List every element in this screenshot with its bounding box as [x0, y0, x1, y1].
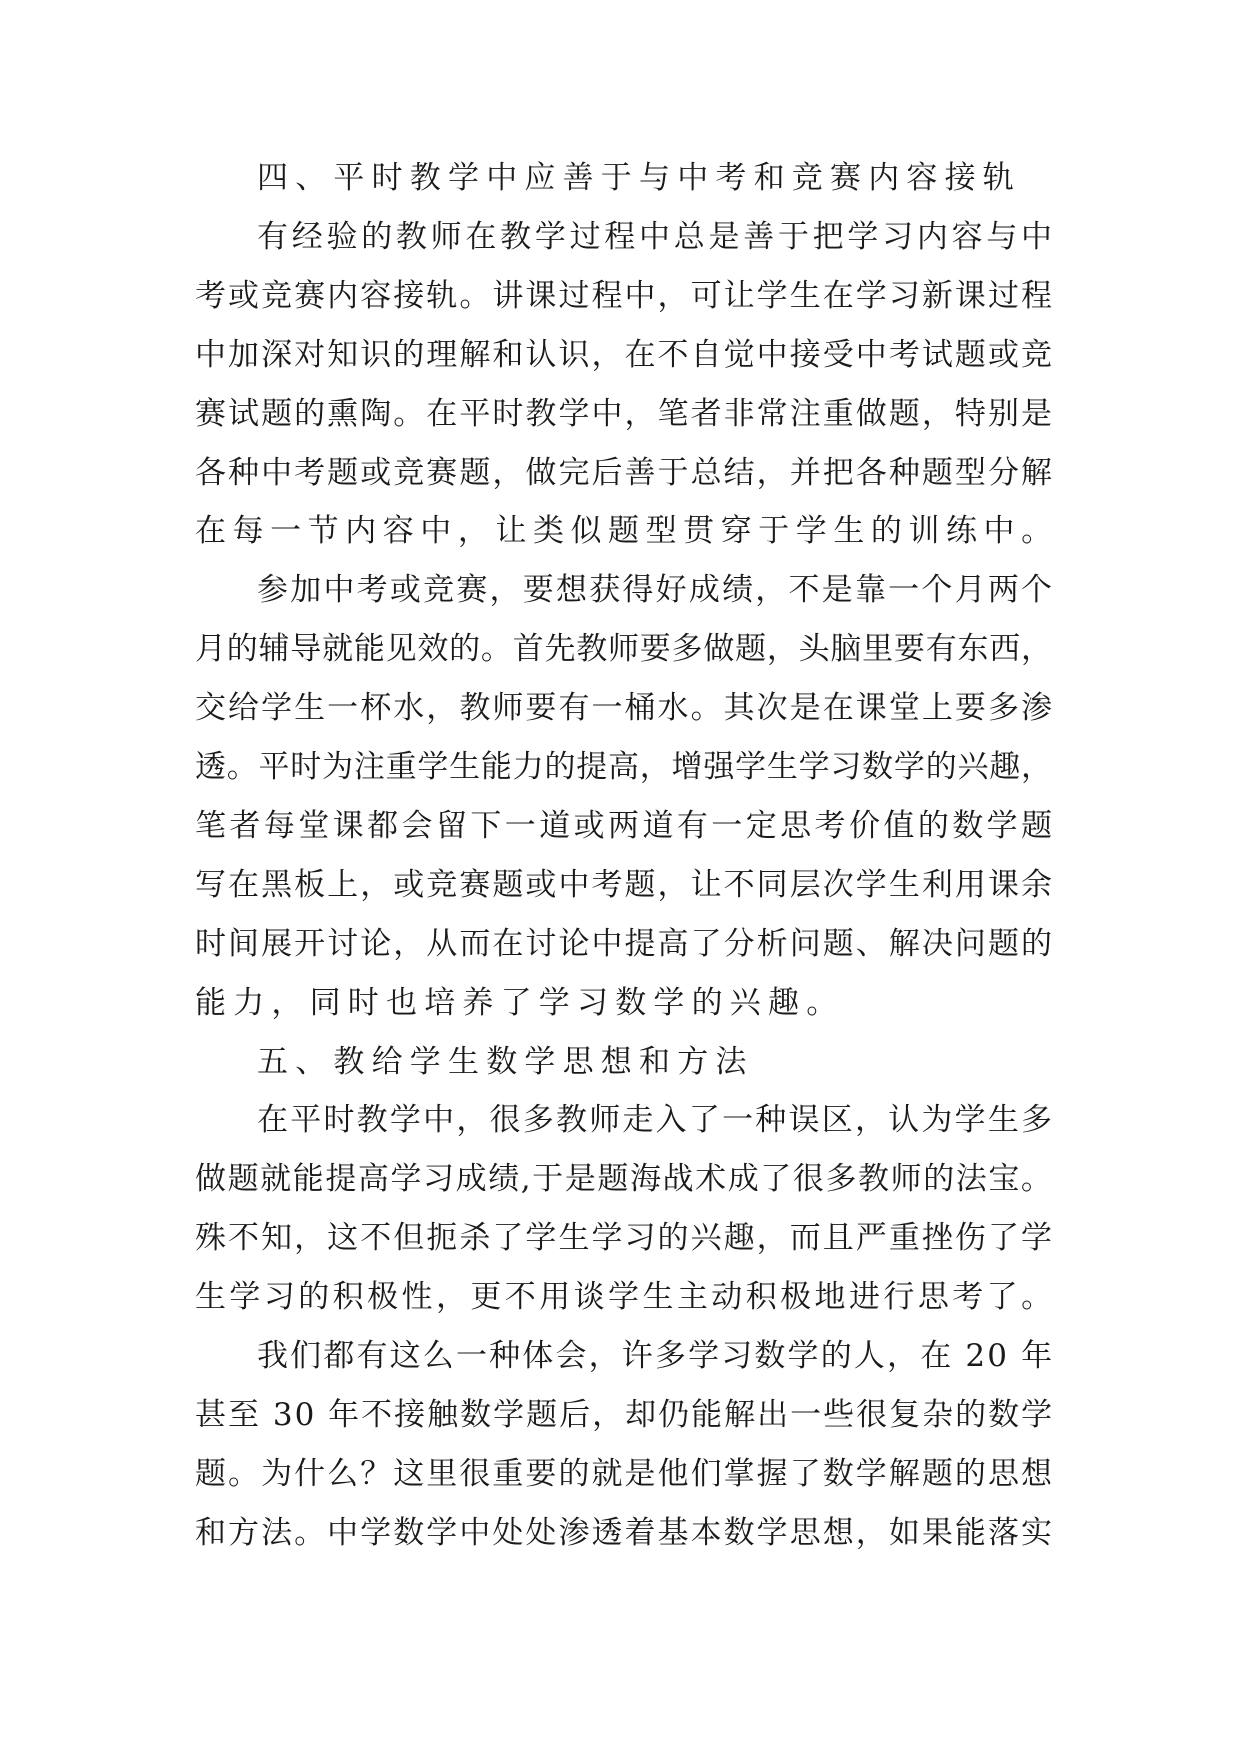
text-line: 甚至 30 年不接触数学题后，却仍能解出一些很复杂的数学 — [195, 1397, 1055, 1433]
text-line: 殊不知，这不但扼杀了学生学习的兴趣，而且严重挫伤了学 — [195, 1220, 1055, 1256]
text-line: 有经验的教师在教学过程中总是善于把学习内容与中 — [257, 219, 1056, 255]
text-line: 月的辅导就能见效的。首先教师要多做题，头脑里要有东西， — [195, 631, 1053, 667]
text-line: 题。为什么？这里很重要的就是他们掌握了数学解题的思想 — [195, 1456, 1055, 1492]
text-line: 写在黑板上，或竞赛题或中考题，让不同层次学生利用课余 — [195, 867, 1055, 903]
text-line: 能力，同时也培养了学习数学的兴趣。 — [195, 985, 845, 1021]
text-line: 透。平时为注重学生能力的提高，增强学生学习数学的兴趣， — [195, 749, 1053, 785]
text-line: 各种中考题或竞赛题，做完后善于总结，并把各种题型分解 — [195, 455, 1055, 491]
text-line: 在每一节内容中，让类似题型贯穿于学生的训练中。 — [195, 513, 1059, 549]
text-line: 笔者每堂课都会留下一道或两道有一定思考价值的数学题 — [195, 808, 1056, 844]
text-line: 考或竞赛内容接轨。讲课过程中，可让学生在学习新课过程 — [195, 278, 1055, 314]
text-line: 中加深对知识的理解和认识，在不自觉中接受中考试题或竞 — [195, 337, 1055, 373]
text-line: 时间展开讨论，从而在讨论中提高了分析问题、解决问题的 — [195, 926, 1055, 962]
section-heading-5: 五、教给学生数学思想和方法 — [257, 1044, 754, 1080]
text-line: 参加中考或竞赛，要想获得好成绩，不是靠一个月两个 — [257, 572, 1055, 608]
text-line: 我们都有这么一种体会，许多学习数学的人，在 20 年 — [257, 1338, 1055, 1374]
text-line: 和方法。中学数学中处处渗透着基本数学思想，如果能落实 — [195, 1515, 1055, 1551]
section-heading-4: 四、平时教学中应善于与中考和竞赛内容接轨 — [257, 160, 1021, 196]
text-line: 交给学生一杯水，教师要有一桶水。其次是在课堂上要多渗 — [195, 690, 1055, 726]
text-line: 生学习的积极性，更不用谈学生主动积极地进行思考了。 — [195, 1279, 1056, 1315]
text-line: 赛试题的熏陶。在平时教学中，笔者非常注重做题，特别是 — [195, 396, 1055, 432]
text-line: 在平时教学中，很多教师走入了一种误区，认为学生多 — [257, 1102, 1055, 1138]
text-line: 做题就能提高学习成绩,于是题海战术成了很多教师的法宝。 — [195, 1161, 1054, 1197]
